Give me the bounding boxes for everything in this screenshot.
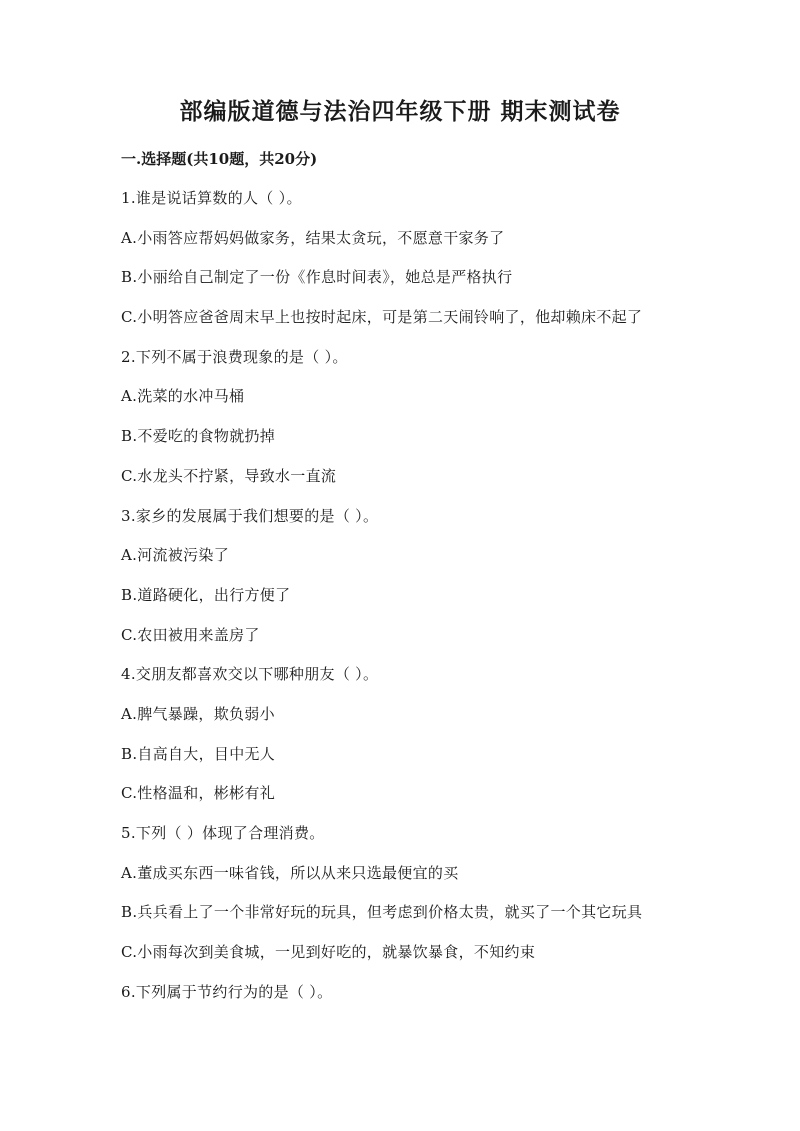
question-3-option-c: C.农田被用来盖房了 bbox=[121, 625, 260, 644]
question-5-option-b: B.兵兵看上了一个非常好玩的玩具，但考虑到价格太贵，就买了一个其它玩具 bbox=[121, 903, 643, 922]
exam-title: 部编版道德与法治四年级下册 期末测试卷 bbox=[179, 98, 621, 125]
question-list bbox=[121, 183, 721, 1016]
question-3-stem: 3.家乡的发展属于我们想要的是（ ）。 bbox=[121, 506, 379, 525]
question-6-stem: 6.下列属于节约行为的是（ ）。 bbox=[121, 982, 333, 1001]
question-2-option-b: B.不爱吃的食物就扔掉 bbox=[121, 427, 276, 446]
question-4-option-c: C.性格温和，彬彬有礼 bbox=[121, 784, 276, 803]
question-4-option-a: A.脾气暴躁，欺负弱小 bbox=[121, 704, 275, 723]
question-1-stem: 1.谁是说话算数的人（ ）。 bbox=[121, 189, 302, 207]
question-4-stem: 4.交朋友都喜欢交以下哪种朋友（ ）。 bbox=[121, 665, 379, 684]
question-3-option-a: A.河流被污染了 bbox=[121, 546, 230, 565]
question-1-option-c: C.小明答应爸爸周末早上也按时起床，可是第二天闹铃响了，他却赖床不起了 bbox=[121, 308, 643, 327]
question-2-stem: 2.下列不属于浪费现象的是（ ）。 bbox=[121, 347, 348, 366]
question-2-option-c: C.水龙头不拧紧，导致水一直流 bbox=[121, 466, 337, 485]
question-5-option-a: A.董成买东西一味省钱，所以从来只选最便宜的买 bbox=[121, 863, 459, 882]
question-1-option-b: B.小丽给自己制定了一份《作息时间表》，她总是严格执行 bbox=[121, 268, 513, 287]
question-5-option-c: C.小雨每次到美食城，一见到好吃的，就暴饮暴食，不知约束 bbox=[121, 943, 536, 962]
question-4-option-b: B.自高自大，目中无人 bbox=[121, 744, 276, 763]
question-5-stem: 5.下列（ ）体现了合理消费。 bbox=[121, 824, 325, 842]
section-heading: 一.选择题(共10题，共20分) bbox=[121, 150, 318, 168]
question-3-option-b: B.道路硬化，出行方便了 bbox=[121, 585, 291, 604]
question-1-option-a: A.小雨答应帮妈妈做家务，结果太贪玩，不愿意干家务了 bbox=[121, 228, 505, 247]
question-2-option-a: A.洗菜的水冲马桶 bbox=[121, 387, 245, 406]
